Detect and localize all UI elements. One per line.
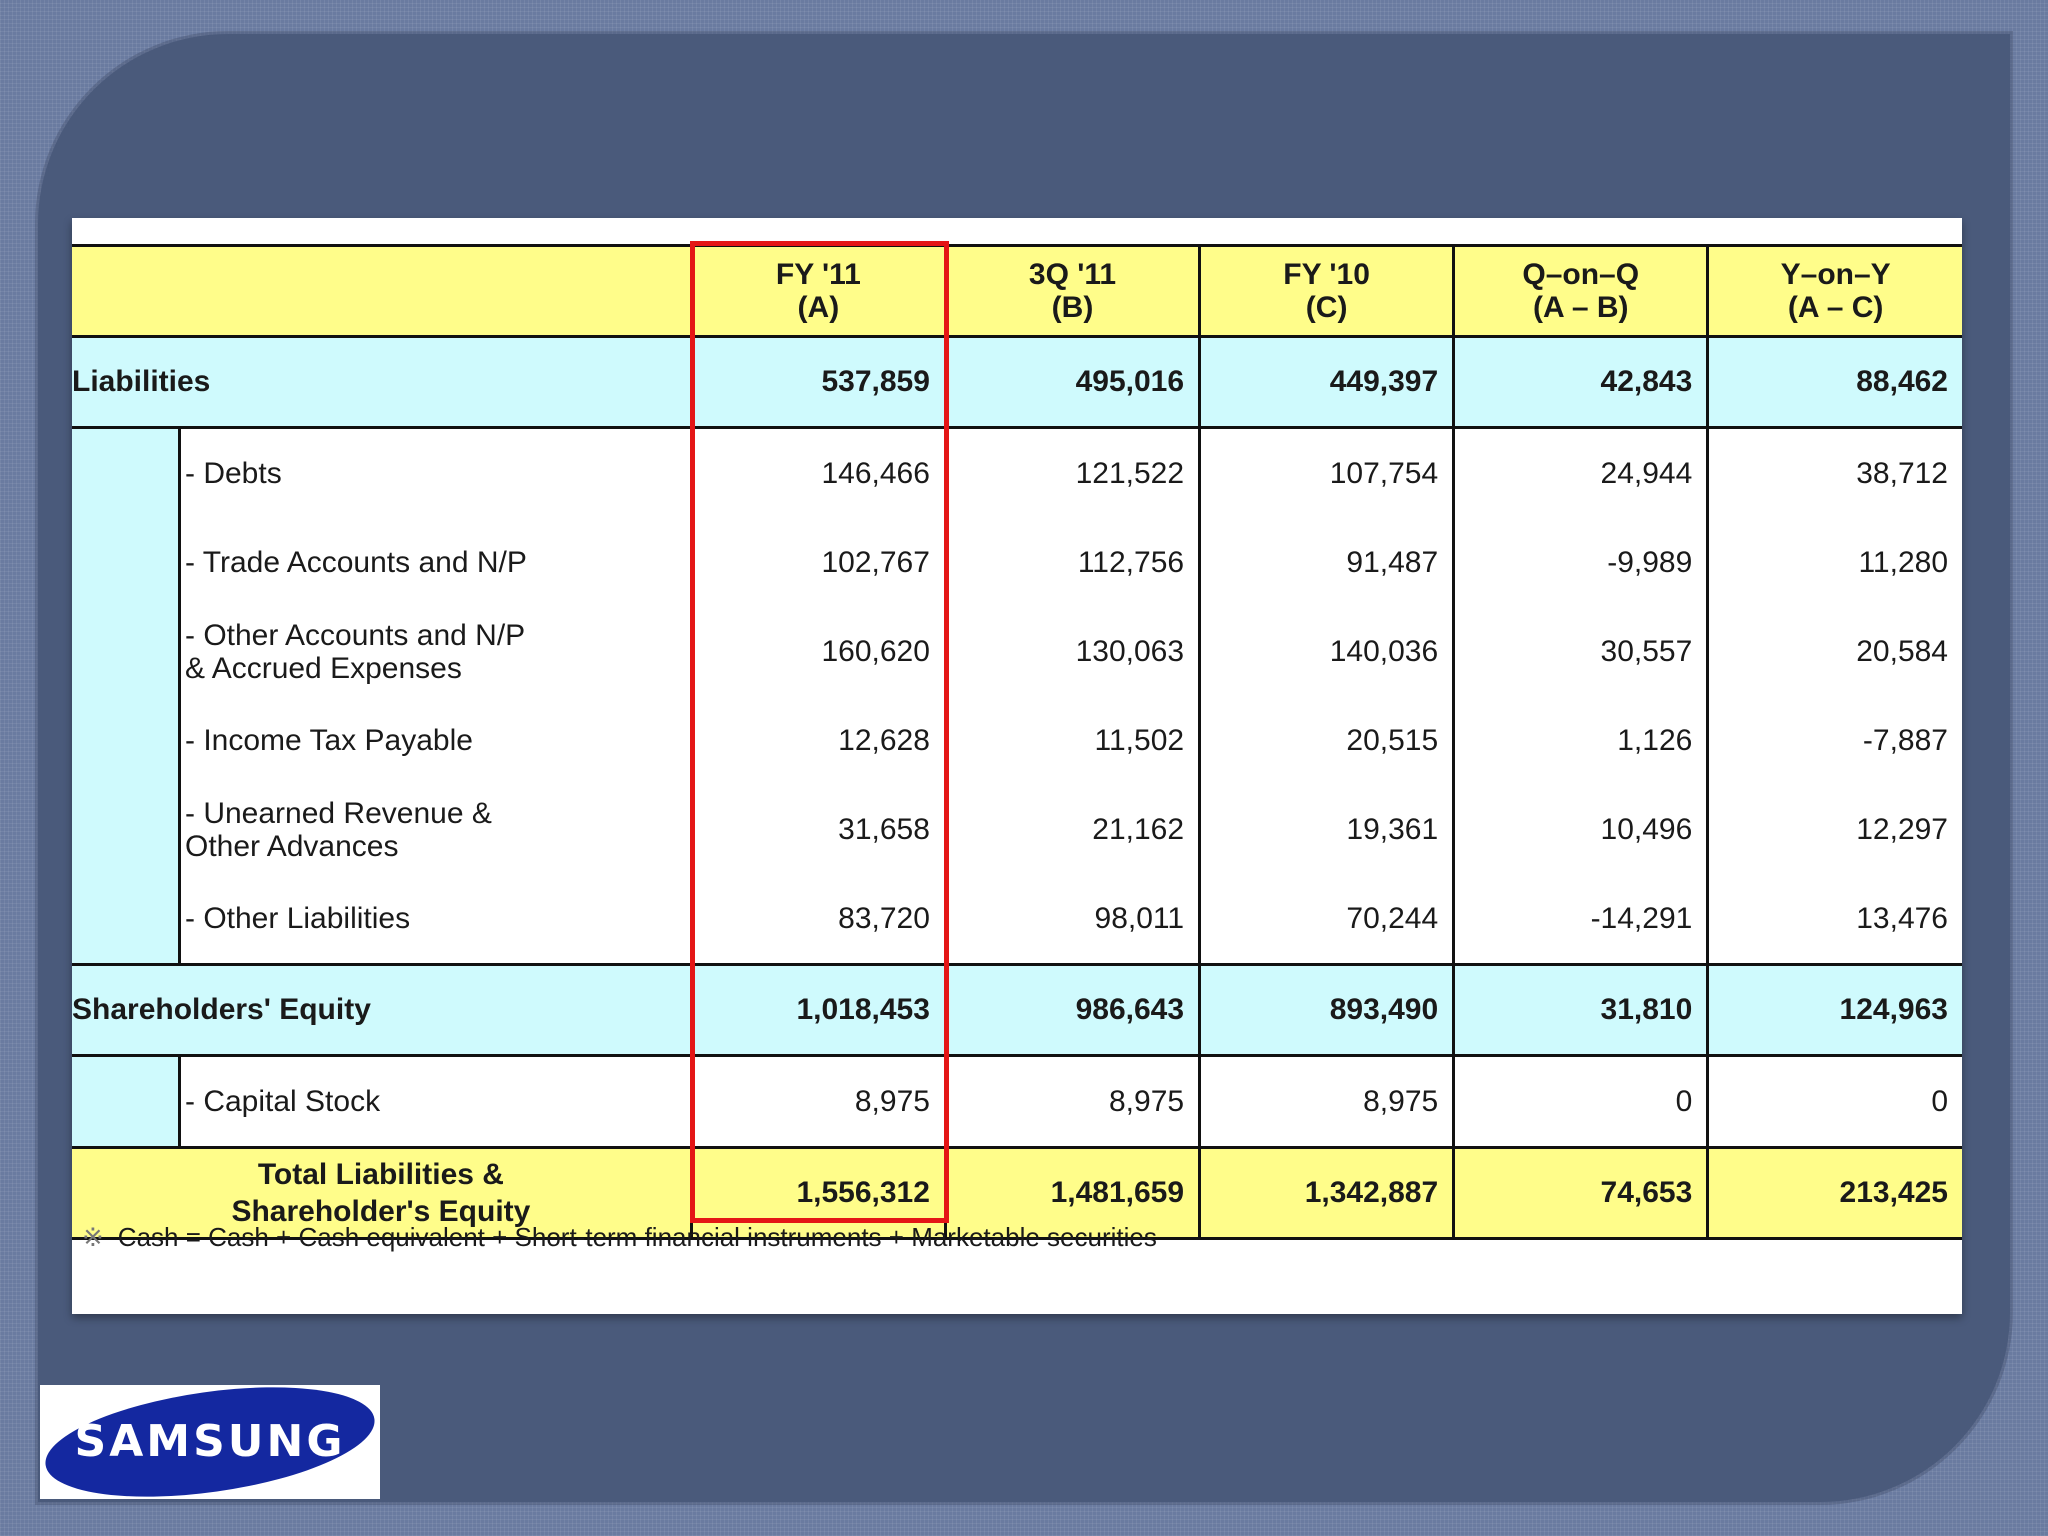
cell-fy10: 107,754: [1200, 428, 1454, 519]
cell-3q11: 11,502: [945, 696, 1199, 785]
samsung-logo-icon: [40, 1385, 380, 1499]
cell-yoy: 38,712: [1708, 428, 1962, 519]
cell-3q11: 21,162: [945, 785, 1199, 874]
cell-qoq: 0: [1454, 1056, 1708, 1148]
cell-yoy: 88,462: [1708, 337, 1962, 428]
row-other-liabilities: [72, 874, 1962, 965]
row-label: Shareholders' Equity: [72, 965, 691, 1056]
cell-yoy: 20,584: [1708, 607, 1962, 696]
row-other-accounts: [72, 607, 1962, 696]
header-cell-fy10: FY '10 (C): [1200, 246, 1454, 337]
cell-fy10: 1,342,887: [1200, 1148, 1454, 1239]
cell-3q11: 1,481,659: [945, 1148, 1199, 1239]
cell-fy11: 160,620: [691, 607, 945, 696]
cell-3q11: 495,016: [945, 337, 1199, 428]
row-label: - Debts: [178, 429, 690, 518]
row-label: - Income Tax Payable: [178, 696, 690, 785]
header-cell-3q11: 3Q '11 (B): [945, 246, 1199, 337]
footnote-mark: ※: [82, 1222, 104, 1252]
row-label-cell: [72, 1056, 691, 1148]
row-label-cell: [72, 428, 691, 519]
cell-fy11: 1,018,453: [691, 965, 945, 1056]
cell-3q11: 130,063: [945, 607, 1199, 696]
cell-qoq: 10,496: [1454, 785, 1708, 874]
cell-yoy: 11,280: [1708, 518, 1962, 607]
header-cell-qoq: Q–on–Q (A – B): [1454, 246, 1708, 337]
header-row: [72, 246, 1962, 337]
cell-fy11: 8,975: [691, 1056, 945, 1148]
cell-qoq: 42,843: [1454, 337, 1708, 428]
header-cell-fy11: FY '11 (A): [691, 246, 945, 337]
cell-fy10: 20,515: [1200, 696, 1454, 785]
row-label-cell: [72, 607, 691, 696]
cell-fy11: 102,767: [691, 518, 945, 607]
row-capital-stock: [72, 1056, 1962, 1148]
cell-qoq: -9,989: [1454, 518, 1708, 607]
row-liabilities: [72, 337, 1962, 428]
row-income-tax: [72, 696, 1962, 785]
row-label-cell: [72, 874, 691, 965]
footnote: [82, 1222, 1157, 1253]
cell-fy11: 1,556,312: [691, 1148, 945, 1239]
cell-3q11: 121,522: [945, 428, 1199, 519]
row-trade-accounts: [72, 518, 1962, 607]
header-cell-yoy: Y–on–Y (A – C): [1708, 246, 1962, 337]
cell-fy11: 83,720: [691, 874, 945, 965]
cell-fy10: 8,975: [1200, 1056, 1454, 1148]
cell-qoq: 30,557: [1454, 607, 1708, 696]
cell-yoy: 0: [1708, 1056, 1962, 1148]
row-label: - Unearned Revenue & Other Advances: [178, 785, 690, 874]
logo-wordmark: SAMSUNG: [74, 1416, 346, 1467]
cell-yoy: 213,425: [1708, 1148, 1962, 1239]
row-label: Total Liabilities & Shareholder's Equity: [72, 1148, 691, 1239]
row-label-cell: [72, 696, 691, 785]
balance-sheet-table: [72, 244, 1962, 1240]
cell-fy10: 70,244: [1200, 874, 1454, 965]
cell-fy10: 449,397: [1200, 337, 1454, 428]
cell-fy11: 537,859: [691, 337, 945, 428]
row-label-cell: [72, 518, 691, 607]
cell-yoy: 12,297: [1708, 785, 1962, 874]
row-unearned-revenue: [72, 785, 1962, 874]
cell-qoq: -14,291: [1454, 874, 1708, 965]
cell-fy10: 19,361: [1200, 785, 1454, 874]
row-label-cell: [72, 785, 691, 874]
row-label: - Trade Accounts and N/P: [178, 518, 690, 607]
row-label: - Capital Stock: [178, 1057, 690, 1146]
cell-3q11: 112,756: [945, 518, 1199, 607]
footnote-text: Cash = Cash + Cash equivalent + Short-term financial instruments + Marketable securities: [117, 1222, 1157, 1252]
table-card: [72, 218, 1962, 1314]
row-debts: [72, 428, 1962, 519]
cell-3q11: 8,975: [945, 1056, 1199, 1148]
cell-yoy: 124,963: [1708, 965, 1962, 1056]
cell-3q11: 986,643: [945, 965, 1199, 1056]
cell-qoq: 74,653: [1454, 1148, 1708, 1239]
row-label: - Other Liabilities: [178, 874, 690, 963]
cell-qoq: 1,126: [1454, 696, 1708, 785]
cell-qoq: 31,810: [1454, 965, 1708, 1056]
cell-fy11: 12,628: [691, 696, 945, 785]
cell-yoy: 13,476: [1708, 874, 1962, 965]
row-label: - Other Accounts and N/P & Accrued Expenses: [178, 607, 690, 696]
cell-yoy: -7,887: [1708, 696, 1962, 785]
cell-fy10: 91,487: [1200, 518, 1454, 607]
cell-fy10: 893,490: [1200, 965, 1454, 1056]
row-label: Liabilities: [72, 337, 691, 428]
row-shareholders-equity: [72, 965, 1962, 1056]
cell-qoq: 24,944: [1454, 428, 1708, 519]
cell-fy11: 31,658: [691, 785, 945, 874]
cell-fy11: 146,466: [691, 428, 945, 519]
cell-3q11: 98,011: [945, 874, 1199, 965]
samsung-logo: [40, 1385, 380, 1499]
header-cell-blank: [72, 246, 691, 337]
cell-fy10: 140,036: [1200, 607, 1454, 696]
